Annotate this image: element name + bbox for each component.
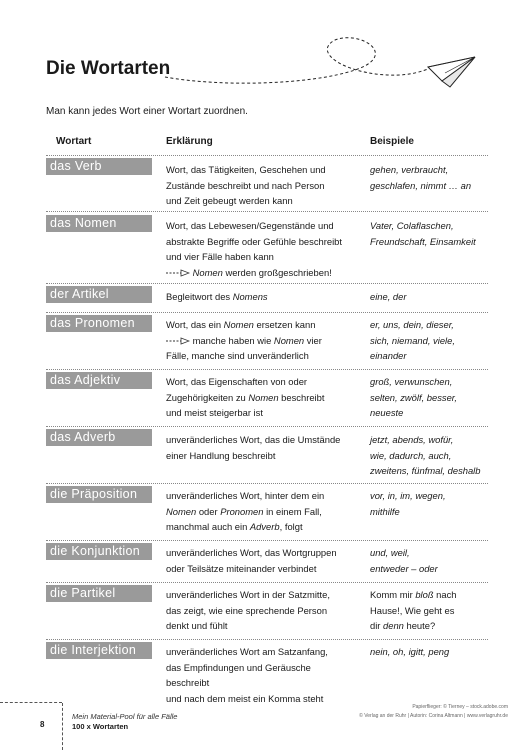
row-divider [46, 582, 488, 583]
explanation-konjunktion: unveränderliches Wort, das Wortgruppen oder Teilsätze miteinander verbindet [166, 547, 337, 574]
examples-nomen: Vater, Colaflaschen, Freundschaft, Einsamkeit [370, 220, 476, 247]
examples-artikel: eine, der [370, 291, 407, 302]
header-erklaerung: Erklärung [166, 136, 213, 147]
tag-adjektiv: das Adjektiv [46, 372, 152, 389]
examples-adverb: jetzt, abends, wofür, wie, dadurch, auch, zweitens, fünfmal, deshalb [370, 434, 481, 476]
arrow-icon [166, 337, 190, 345]
row-divider [46, 369, 488, 370]
tag-artikel: der Artikel [46, 286, 152, 303]
footer-divider [62, 703, 63, 750]
tag-adverb: das Adverb [46, 429, 152, 446]
examples-partikel: Komm mir bloß nach Hause!, Wie geht es dir denn heute? [370, 589, 457, 631]
row-divider [46, 155, 488, 156]
examples-praeposition: vor, in, im, wegen, mithilfe [370, 490, 446, 517]
examples-adjektiv: groß, verwunschen, selten, zwölf, besser, neueste [370, 376, 458, 418]
header-wortart: Wortart [56, 136, 92, 147]
row-divider [46, 211, 488, 212]
row-divider [46, 483, 488, 484]
explanation-artikel: Begleitwort des Nomens [166, 291, 268, 302]
tag-partikel: die Partikel [46, 585, 152, 602]
explanation-interjektion: unveränderliches Wort am Satzanfang, das Empfindungen und Geräusche beschreibt und nach dem meist ein Komma steht [166, 646, 328, 704]
series-title: Mein Material-Pool für alle Fälle [72, 712, 178, 721]
explanation-nomen: Wort, das Lebewesen/Gegenstände und abstrakte Begriffe oder Gefühle beschreibt und vier Fälle haben kann Nomen werden großgeschrieben! [166, 220, 342, 278]
explanation-praeposition: unveränderliches Wort, hinter dem ein Nomen oder Pronomen in einem Fall, manchmal auch ein Adverb, folgt [166, 490, 325, 532]
row-divider [46, 540, 488, 541]
explanation-verb: Wort, das Tätigkeiten, Geschehen und Zustände beschreibt und nach Person und Zeit gebeugt werden kann [166, 164, 326, 206]
page-number: 8 [40, 720, 45, 729]
arrow-icon [166, 269, 190, 277]
row-divider [46, 312, 488, 313]
footer-divider [0, 702, 62, 703]
tag-verb: das Verb [46, 158, 152, 175]
row-divider [46, 426, 488, 427]
book-title: 100 x Wortarten [72, 722, 129, 731]
paper-plane-icon [160, 25, 490, 105]
tag-interjektion: die Interjektion [46, 642, 152, 659]
header-beispiele: Beispiele [370, 136, 414, 147]
examples-konjunktion: und, weil, entweder – oder [370, 547, 438, 574]
explanation-partikel: unveränderliches Wort in der Satzmitte, das zeigt, wie eine sprechende Person denkt und fühlt [166, 589, 330, 631]
explanation-pronomen: Wort, das ein Nomen ersetzen kann manche haben wie Nomen vier Fälle, manche sind unveränderlich [166, 319, 322, 361]
examples-verb: gehen, verbraucht, geschlafen, nimmt … an [370, 164, 472, 191]
explanation-adverb: unveränderliches Wort, das die Umstände einer Handlung beschreibt [166, 434, 341, 461]
tag-konjunktion: die Konjunktion [46, 543, 152, 560]
intro-text: Man kann jedes Wort einer Wortart zuordnen. [46, 106, 248, 117]
row-divider [46, 639, 488, 640]
explanation-adjektiv: Wort, das Eigenschaften von oder Zugehörigkeiten zu Nomen beschreibt und meist steigerbar ist [166, 376, 325, 418]
tag-pronomen: das Pronomen [46, 315, 152, 332]
row-divider [46, 283, 488, 284]
tag-nomen: das Nomen [46, 215, 152, 232]
tag-praeposition: die Präposition [46, 486, 152, 503]
examples-interjektion: nein, oh, igitt, peng [370, 646, 450, 657]
page-title: Die Wortarten [46, 58, 171, 79]
examples-pronomen: er, uns, dein, dieser, sich, niemand, viele, einander [370, 319, 455, 361]
credits: Papierflieger: © Tierney – stock.adobe.com © Verlag an der Ruhr | Autorin: Corina Altmann | www.verlagruhr.de [359, 704, 508, 719]
